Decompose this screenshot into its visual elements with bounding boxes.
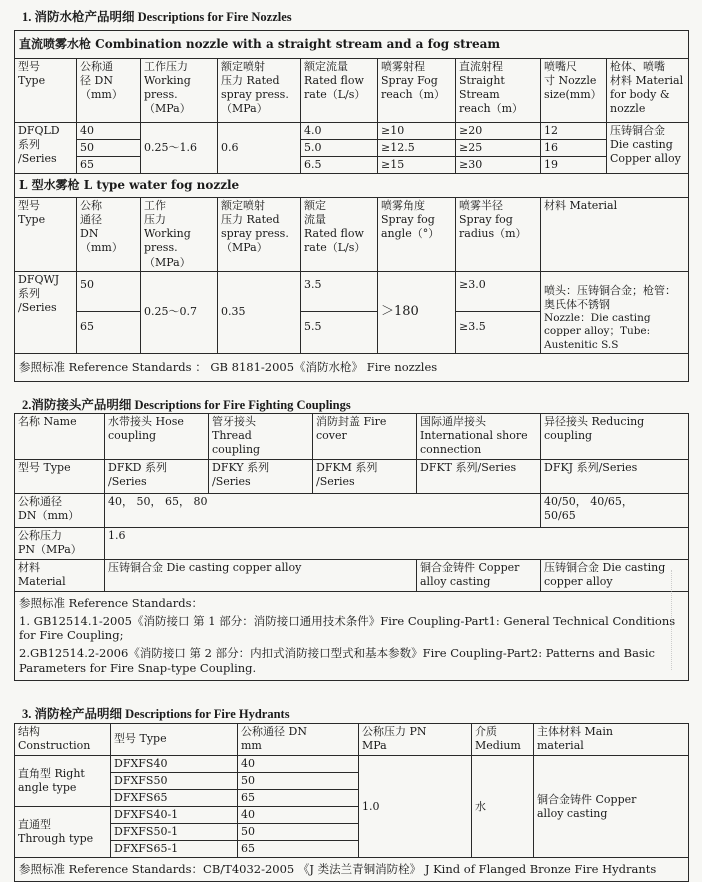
- col-header-spray-fog-radius: 喷雾半径 Spray fog radius（m）: [456, 198, 541, 271]
- table-cell: 6.5: [301, 157, 378, 174]
- col-header-working-press: 工作压力 Working press. （MPa）: [141, 59, 218, 123]
- col-header-construction: 结构 Construction: [15, 724, 111, 756]
- table-cell: 65: [238, 841, 359, 858]
- col-header-rated-flow: 额定 流量 Rated flow rate（L/s）: [301, 198, 378, 271]
- col-header-material: 材料 Material: [541, 198, 689, 271]
- col-header-type: 型号 Type: [15, 198, 77, 271]
- col-header-rated-spray-press: 额定喷射 压力 Rated spray press. （MPa）: [218, 59, 301, 123]
- hydrant-reference-standards: 参照标准 Reference Standards：CB/T4032-2005 《J 类法兰青铜消防栓》 J Kind of Flanged Bronze Fire Hydrants: [15, 858, 689, 882]
- section-2-title: 2.消防接头产品明细 Descriptions for Fire Fighting Couplings: [22, 398, 351, 412]
- table-cell: ≥12.5: [378, 140, 456, 157]
- table-cell: DFXFS50: [111, 773, 238, 790]
- table-cell: 3.5: [301, 271, 378, 311]
- col-header-straight-reach: 直流射程 Straight Stream reach（m）: [456, 59, 541, 123]
- table-cell: 0.6: [218, 123, 301, 174]
- l-type-nozzle-title: L 型水雾枪 L type water fog nozzle: [15, 174, 689, 198]
- col-header-dn: 公称通径 DN mm: [238, 724, 359, 756]
- table-cell: ≥15: [378, 157, 456, 174]
- table-cell: DFXFS40: [111, 756, 238, 773]
- type-label: 型号 Type: [15, 460, 105, 494]
- table-cell: DFXFS65-1: [111, 841, 238, 858]
- table-cell: 50: [77, 140, 141, 157]
- col-header-type: 型号 Type: [111, 724, 238, 756]
- table-cell: 0.25～1.6: [141, 123, 218, 174]
- ref-label: 参照标准 Reference Standards：: [19, 596, 204, 610]
- hydrant-material: 铜合金铸件 Copper alloy casting: [534, 756, 689, 858]
- col-header-working-press: 工作 压力 Working press.（MPa）: [141, 198, 218, 271]
- section-1-title: 1. 消防水枪产品明细 Descriptions for Fire Nozzles: [22, 10, 292, 24]
- table-cell: 40: [238, 756, 359, 773]
- hydrant-medium: 水: [472, 756, 534, 858]
- coupling-name-hose: 水带接头 Hose coupling: [105, 414, 209, 460]
- table-cell: DFKY 系列 /Series: [209, 460, 313, 494]
- through-type: 直通型 Through type: [15, 807, 111, 858]
- table-cell: ≥30: [456, 157, 541, 174]
- col-header-spray-fog-reach: 喷雾射程 Spray Fog reach（m）: [378, 59, 456, 123]
- col-header-rated-spray-press: 额定喷射 压力 Rated spray press. （MPa）: [218, 198, 301, 271]
- nozzle-reference-standards: 参照标准 Reference Standards ： GB 8181-2005《消防水枪》 Fire nozzles: [15, 354, 689, 382]
- table-cell: 50: [238, 824, 359, 841]
- dfqwj-series: DFQWJ 系列 /Series: [15, 271, 77, 353]
- table-cell: DFXFS40-1: [111, 807, 238, 824]
- table-cell: DFKD 系列 /Series: [105, 460, 209, 494]
- ref-item-1: 1. GB12514.1-2005《消防接口 第 1 部分：消防接口通用技术条件》Fire Coupling-Part1: General Technical Conditions for Fire Coupling;: [19, 613, 676, 643]
- table-cell: 16: [541, 140, 607, 157]
- table-cell: DFXFS50-1: [111, 824, 238, 841]
- combination-nozzle-title: 直流喷雾水枪 Combination nozzle with a straight stream and a fog stream: [15, 31, 689, 59]
- stamp-mark: [671, 570, 700, 670]
- coupling-name-shore: 国际通岸接头 International shore connection: [417, 414, 541, 460]
- material-reducing: 压铸铜合金 Die casting copper alloy: [541, 560, 689, 592]
- table-cell: 40: [238, 807, 359, 824]
- col-header-spray-fog-angle: 喷雾角度 Spray fog angle（°）: [378, 198, 456, 271]
- col-header-pn: 公称压力 PN MPa: [359, 724, 472, 756]
- col-header-material: 枪体、喷嘴 材料 Material for body & nozzle: [607, 59, 689, 123]
- section-3-title: 3. 消防栓产品明细 Descriptions for Fire Hydrants: [22, 707, 290, 721]
- table-cell: ＞180: [378, 271, 456, 353]
- fire-nozzles-table: [14, 30, 689, 382]
- dfqld-series: DFQLD 系列 /Series: [15, 123, 77, 174]
- table-cell: ≥25: [456, 140, 541, 157]
- table-cell: 50: [77, 271, 141, 311]
- material-cn: 喷头：压铸铜合金；枪管：奥氏体不锈钢: [544, 283, 676, 311]
- table-cell: ≥10: [378, 123, 456, 140]
- coupling-name-thread: 管牙接头 Thread coupling: [209, 414, 313, 460]
- col-header-nozzle-size: 喷嘴尺 寸 Nozzle size(mm）: [541, 59, 607, 123]
- table-cell: ≥20: [456, 123, 541, 140]
- col-header-dn: 公称 通径 DN （mm）: [77, 198, 141, 271]
- coupling-name-reducing: 异径接头 Reducing coupling: [541, 414, 689, 460]
- dn-reducing: 40/50， 40/65， 50/65: [541, 494, 689, 528]
- dn-values: 40， 50， 65， 80: [105, 494, 541, 528]
- table-cell: 0.25～0.7: [141, 271, 218, 353]
- table-cell: DFKT 系列/Series: [417, 460, 541, 494]
- col-header-rated-flow: 额定流量 Rated flow rate（L/s）: [301, 59, 378, 123]
- right-angle-type: 直角型 Right angle type: [15, 756, 111, 807]
- table-cell: 压铸铜合金 Die casting Copper alloy: [607, 123, 689, 174]
- pn-label: 公称压力 PN（MPa）: [15, 528, 105, 560]
- fire-couplings-table: [14, 413, 689, 681]
- table-cell: 65: [77, 311, 141, 353]
- table-cell: 5.5: [301, 311, 378, 353]
- table-cell: 0.35: [218, 271, 301, 353]
- table-cell: DFKJ 系列/Series: [541, 460, 689, 494]
- fire-hydrants-table: [14, 723, 689, 882]
- table-cell: ≥3.5: [456, 311, 541, 353]
- coupling-name-fire-cover: 消防封盖 Fire cover: [313, 414, 417, 460]
- material-shore: 铜合金铸件 Copper alloy casting: [417, 560, 541, 592]
- material-main: 压铸铜合金 Die casting copper alloy: [105, 560, 417, 592]
- ref-item-2: 2.GB12514.2-2006《消防接口 第 2 部分：内扣式消防接口型式和基本参数》Fire Coupling-Part2: Patterns and Basic Parameters for Fire Snap-type Coupling.: [19, 646, 655, 675]
- table-cell: DFXFS65: [111, 790, 238, 807]
- l-type-material-cell: [541, 271, 689, 353]
- table-cell: 5.0: [301, 140, 378, 157]
- dn-label: 公称通径 DN（mm）: [15, 494, 105, 528]
- table-cell: DFKM 系列 /Series: [313, 460, 417, 494]
- table-cell: ≥3.0: [456, 271, 541, 311]
- table-cell: 40: [77, 123, 141, 140]
- col-header-type: 型号 Type: [15, 59, 77, 123]
- col-header-main-material: 主体材料 Main material: [534, 724, 689, 756]
- col-header-dn: 公称通 径 DN （mm）: [77, 59, 141, 123]
- table-cell: 50: [238, 773, 359, 790]
- material-en: Nozzle：Die casting copper alloy；Tube: Austenitic S.S: [544, 311, 651, 351]
- pn-value: 1.6: [105, 528, 689, 560]
- table-cell: 4.0: [301, 123, 378, 140]
- hydrant-pn: 1.0: [359, 756, 472, 858]
- material-label: 材料 Material: [15, 560, 105, 592]
- table-cell: 65: [77, 157, 141, 174]
- table-cell: 65: [238, 790, 359, 807]
- col-header-medium: 介质 Medium: [472, 724, 534, 756]
- name-label: 名称 Name: [15, 414, 105, 460]
- coupling-reference-standards: [15, 592, 689, 681]
- table-cell: 12: [541, 123, 607, 140]
- table-cell: 19: [541, 157, 607, 174]
